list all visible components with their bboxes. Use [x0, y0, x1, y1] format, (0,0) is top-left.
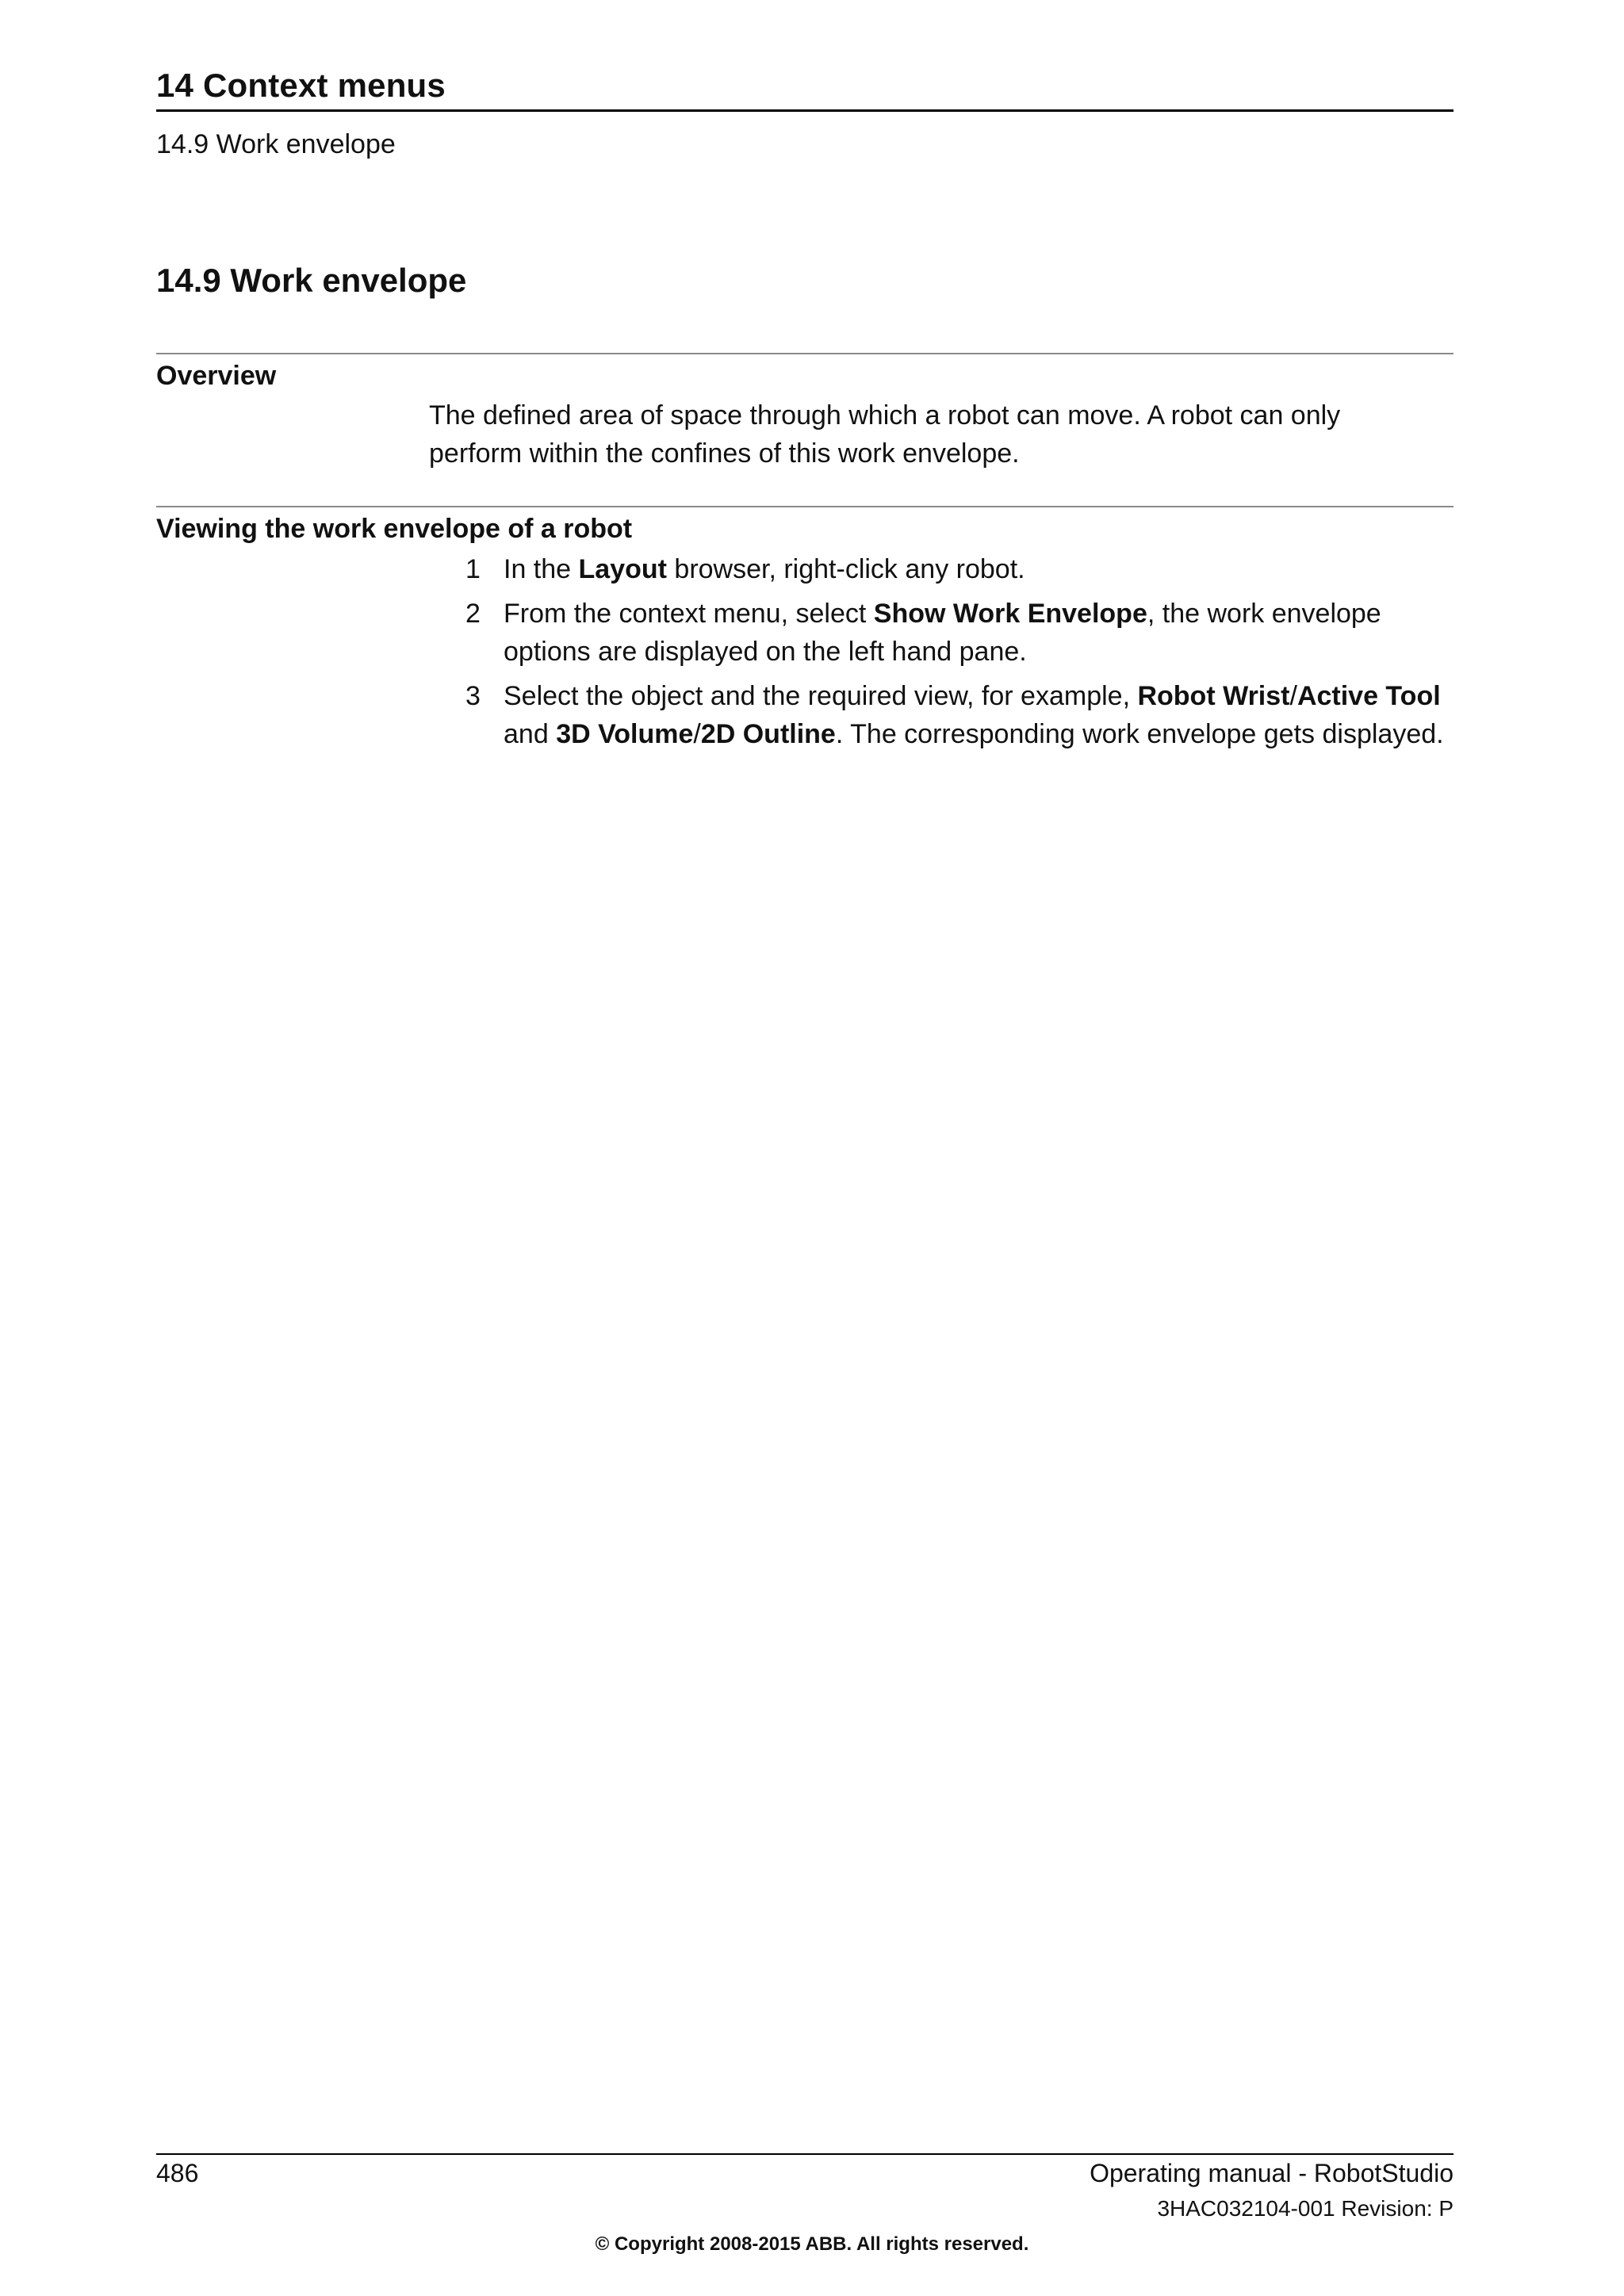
step-text-bold: 2D Outline: [700, 719, 836, 749]
document-id: 3HAC032104-001 Revision: P: [1157, 2196, 1454, 2221]
step-text: browser, right-click any robot.: [666, 554, 1025, 584]
step-item: [429, 595, 1454, 671]
step-text-bold: Robot Wrist: [1137, 681, 1290, 711]
step-number: 1: [465, 554, 481, 584]
overview-text: [429, 396, 1454, 473]
step-text: /: [693, 719, 701, 749]
step-text: From the context menu, select: [504, 599, 874, 629]
overview-text-line-1: The defined area of space through which a robot can move. A robot can only: [429, 400, 1341, 430]
step-item: [429, 550, 1454, 588]
chapter-header: 14 Context menus: [156, 67, 446, 104]
step-text: . The corresponding work envelope gets displayed.: [835, 719, 1444, 749]
viewing-label: Viewing the work envelope of a robot: [156, 514, 633, 544]
step-number: 2: [465, 599, 481, 629]
step-text: and: [504, 719, 557, 749]
section-subheader: 14.9 Work envelope: [156, 129, 396, 159]
step-text-bold: 3D Volume: [556, 719, 694, 749]
step-text-bold: Show Work Envelope: [873, 599, 1147, 629]
copyright-notice: © Copyright 2008-2015 ABB. All rights reserved.: [595, 2233, 1029, 2255]
page-number: 486: [156, 2159, 199, 2187]
section-title: 14.9 Work envelope: [156, 262, 467, 299]
step-text: , the work envelope options are displayed on the left hand pane.: [504, 599, 1381, 667]
step-text: /: [1289, 681, 1297, 711]
footer-divider: [156, 2153, 1454, 2155]
header-divider: [156, 109, 1454, 112]
step-number: 3: [465, 681, 481, 711]
step-text-bold: Layout: [578, 554, 667, 584]
step-text-bold: Active Tool: [1297, 681, 1441, 711]
step-item: [429, 677, 1454, 753]
manual-title: Operating manual - RobotStudio: [1090, 2159, 1454, 2187]
step-text: Select the object and the required view, for example,: [504, 681, 1138, 711]
overview-text-line-2: perform within the confines of this work envelope.: [429, 438, 1020, 469]
step-list: [429, 550, 1454, 760]
viewing-divider: [156, 506, 1454, 507]
overview-label: Overview: [156, 361, 277, 391]
overview-divider: [156, 353, 1454, 354]
step-text: In the: [504, 554, 579, 584]
